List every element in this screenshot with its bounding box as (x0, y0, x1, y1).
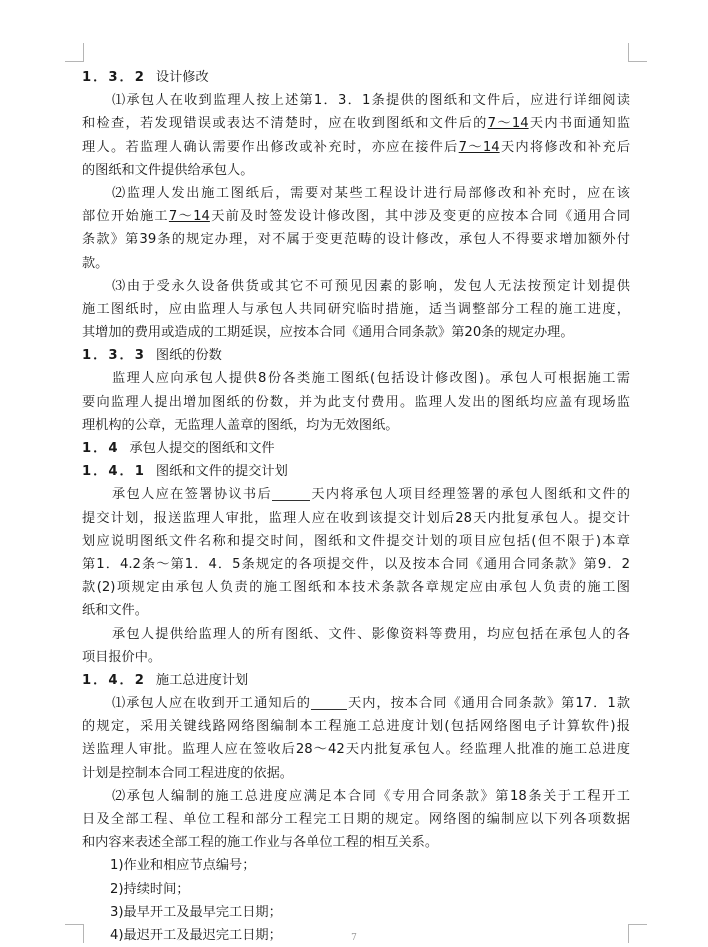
page-number: 7 (351, 933, 357, 943)
section-number: 1．4．1 (82, 464, 146, 480)
text-run: 送监理人审批。监理人应在签收后28～42天内批复承包人。经监理人批准的施工总进度 (82, 742, 630, 758)
text-run: 2)持续时间； (110, 881, 190, 897)
text-run: 和内容来表述全部工程的施工作业与各单位工程的相互关系。 (82, 835, 439, 851)
text-run: 部位开始施工 (82, 209, 169, 225)
text-run: 其增加的费用或造成的工期延误，应按本合同《通用合同条款》第20条的规定办理。 (82, 325, 574, 341)
text-run: 划应说明图纸文件名称和提交时间，图纸和文件提交计划的项目应包括(但不限于)本章 (82, 533, 630, 549)
text-run: 天内将修改和补充后 (499, 139, 631, 155)
paragraph-line (82, 646, 630, 669)
paragraph-line (82, 252, 630, 275)
paragraph-line (82, 576, 630, 599)
paragraph-line (82, 623, 630, 646)
text-run: ⑴承包人应在收到开工通知后的 (112, 696, 311, 712)
paragraph-line (82, 228, 630, 251)
paragraph-line (82, 298, 630, 321)
text-run: 监理人应向承包人提供8份各类施工图纸(包括设计修改图)。承包人可根据施工需 (112, 371, 630, 387)
text-run: 施工图纸时，应由监理人与承包人共同研究临时措施，适当调整部分工程的施工进度， (82, 301, 630, 317)
section-title: 图纸和文件的提交计划 (155, 464, 288, 480)
underlined-term: 7～14 (458, 139, 500, 155)
paragraph-line (82, 808, 630, 831)
section-heading (82, 460, 630, 483)
paragraph-line (82, 692, 630, 715)
paragraph-line (82, 831, 630, 854)
paragraph-line (82, 321, 630, 344)
paragraph-line (82, 182, 630, 205)
paragraph-line (82, 553, 630, 576)
paragraph-line (82, 599, 630, 622)
text-run: 的规定，采用关键线路网络图编制本工程施工总进度计划(包括网络图电子计算软件)报 (82, 719, 630, 735)
paragraph-line (82, 205, 630, 228)
fill-in-blank (311, 695, 347, 710)
fill-in-blank (272, 486, 310, 501)
text-run: ⑶由于受永久设备供货或其它不可预见因素的影响，发包人无法按预定计划提供 (112, 278, 630, 294)
list-item (82, 901, 630, 924)
section-title: 图纸的份数 (155, 348, 222, 364)
document-body (82, 66, 630, 947)
paragraph-line (82, 785, 630, 808)
text-run: 和检查，若发现错误或表达不清楚时，应在收到图纸和文件后的 (82, 116, 488, 132)
text-run: 天前及时签发设计修改图，其中涉及变更的应按本合同《通用合同 (209, 209, 631, 225)
paragraph-line (82, 507, 630, 530)
text-run: 理人。若监理人确认需要作出修改或补充时，亦应在接件后 (82, 139, 459, 155)
section-number: 1．4 (82, 441, 120, 456)
section-heading (82, 669, 630, 692)
text-run: 条款》第39条的规定办理，对不属于变更范畴的设计修改，承包人不得要求增加额外付 (82, 232, 630, 248)
paragraph-line (82, 414, 630, 437)
text-run: 天内书面通知监 (528, 116, 631, 132)
paragraph-line (82, 159, 630, 182)
text-run: 理机构的公章，无监理人盖章的图纸，均为无效图纸。 (82, 417, 399, 433)
section-title: 施工总进度计划 (155, 672, 249, 688)
list-item (82, 878, 630, 901)
paragraph-line (82, 738, 630, 761)
underlined-term: 7～14 (487, 116, 529, 132)
text-run: 纸和文件。 (82, 603, 148, 619)
text-run: 日及全部工程、单位工程和部分工程完工日期的规定。网络图的编制应以下列各项数据 (82, 812, 630, 827)
text-run: ⑵承包人编制的施工总进度应满足本合同《专用合同条款》第18条关于工程开工 (112, 788, 630, 804)
paragraph-line (82, 391, 630, 414)
paragraph-line (82, 275, 630, 298)
text-run: 要向监理人提出增加图纸的份数，并为此支付费用。监理人发出的图纸均应盖有现场监 (82, 394, 630, 410)
section-heading (82, 66, 630, 89)
text-run: 3)最早开工及最早完工日期； (110, 904, 282, 920)
text-run: 承包人应在签署协议书后 (112, 487, 272, 503)
paragraph-line (82, 136, 630, 159)
paragraph-line (82, 762, 630, 785)
text-run: 第1．4.2条～第1．4．5条规定的各项提交件，以及按本合同《通用合同条款》第9．2 (82, 556, 630, 572)
section-number: 1．3．2 (82, 70, 146, 85)
text-run: 承包人提供给监理人的所有图纸、文件、影像资料等费用，均应包括在承包人的各 (112, 626, 630, 642)
section-number: 1．3．3 (82, 348, 146, 364)
section-heading (82, 437, 630, 460)
paragraph-line (82, 530, 630, 553)
text-run: 天内将承包人项目经理签署的承包人图纸和文件的 (310, 487, 630, 503)
crop-mark-top-right (628, 43, 647, 62)
text-run: 计划是控制本合同工程进度的依据。 (82, 765, 293, 781)
paragraph-line (82, 89, 630, 112)
text-run: ⑵监理人发出施工图纸后，需要对某些工程设计进行局部修改和补充时，应在该 (112, 185, 630, 201)
paragraph-line (82, 112, 630, 135)
paragraph-line (82, 367, 630, 390)
paragraph-line (82, 483, 630, 506)
section-title: 设计修改 (155, 70, 209, 85)
list-item (82, 854, 630, 877)
text-run: 1)作业和相应节点编号； (110, 858, 256, 874)
text-run: 款(2)项规定由承包人负责的施工图纸和本技术条款各章规定应由承包人负责的施工图 (82, 580, 630, 596)
section-heading (82, 344, 630, 367)
text-run: 提交计划，报送监理人审批，监理人应在收到该提交计划后28天内批复承包人。提交计 (82, 510, 630, 526)
text-run: 款。 (82, 255, 109, 271)
text-run: 项目报价中。 (82, 649, 162, 665)
text-run: ⑴承包人在收到监理人按上述第1．3．1条提供的图纸和文件后，应进行详细阅读 (112, 93, 630, 109)
crop-mark-top-left (65, 43, 84, 62)
paragraph-line (82, 715, 630, 738)
section-title: 承包人提交的图纸和文件 (129, 441, 275, 456)
section-number: 1．4．2 (82, 672, 146, 688)
underlined-term: 7～14 (168, 209, 210, 225)
text-run: 的图纸和文件提供给承包人。 (82, 162, 254, 178)
text-run: 天内，按本合同《通用合同条款》第17．1款 (346, 696, 631, 712)
text-run: 4)最迟开工及最迟完工日期； (110, 927, 282, 943)
